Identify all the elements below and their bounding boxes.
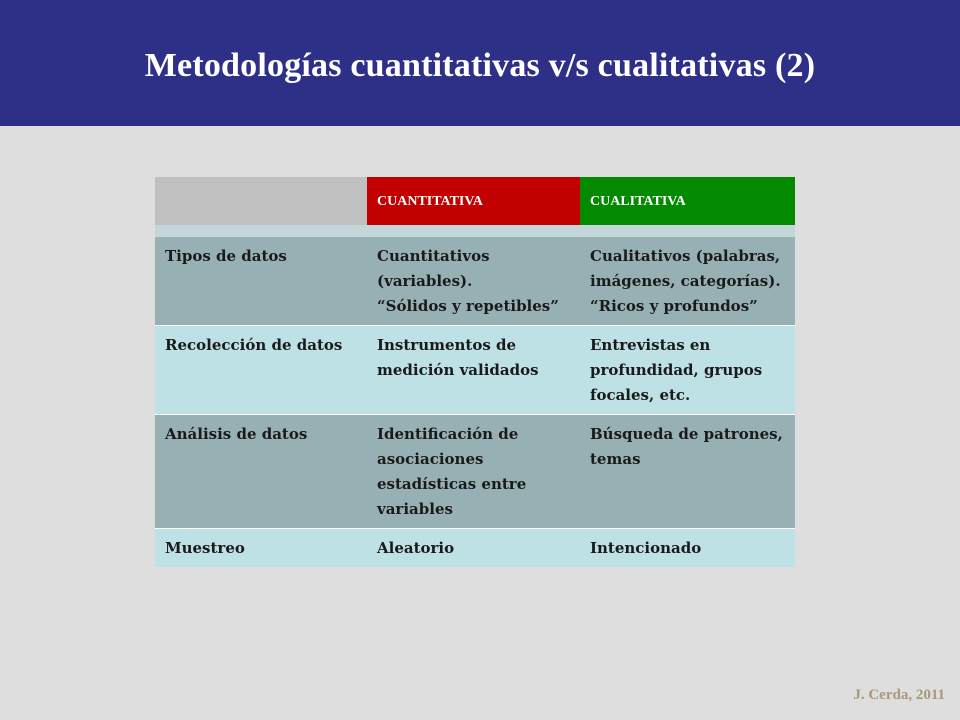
quant-cell <box>367 326 580 415</box>
cell-line: Instrumentos de medición validados <box>377 336 539 379</box>
credit-footer: J. Cerda, 2011 <box>853 687 945 703</box>
cell-line: Búsqueda de patrones, temas <box>590 425 783 468</box>
row-label: Análisis de datos <box>155 415 367 529</box>
qual-cell <box>580 326 795 415</box>
quant-cell <box>367 415 580 529</box>
cell-line: Cuantitativos (variables). <box>377 247 490 290</box>
qual-cell <box>580 231 795 326</box>
title-bar <box>0 0 960 126</box>
header-cuantitativa: CUANTITATIVA <box>367 177 580 231</box>
quant-cell <box>367 231 580 326</box>
table-row <box>155 326 795 415</box>
cell-line: “Sólidos y repetibles” <box>377 297 559 315</box>
cell-line: Aleatorio <box>377 539 455 557</box>
row-label: Muestreo <box>155 529 367 568</box>
cell-line: “Ricos y profundos” <box>590 297 758 315</box>
slide-title: Metodologías cuantitativas v/s cualitativas (2) <box>144 47 816 84</box>
row-label: Tipos de datos <box>155 231 367 326</box>
qual-cell <box>580 529 795 568</box>
cell-line: Identificación de asociaciones estadísticas entre variables <box>377 425 527 518</box>
cell-line: Entrevistas en profundidad, grupos focales, etc. <box>590 336 763 404</box>
header-cualitativa: CUALITATIVA <box>580 177 795 231</box>
table-row <box>155 415 795 529</box>
cell-line: Intencionado <box>590 539 702 557</box>
header-row <box>155 177 795 231</box>
corner-cell <box>155 177 367 231</box>
row-label: Recolección de datos <box>155 326 367 415</box>
quant-cell <box>367 529 580 568</box>
table-row <box>155 231 795 326</box>
cell-line: Cualitativos (palabras, imágenes, categorías). <box>590 247 781 290</box>
qual-cell <box>580 415 795 529</box>
comparison-table <box>155 177 795 567</box>
table-row <box>155 529 795 568</box>
